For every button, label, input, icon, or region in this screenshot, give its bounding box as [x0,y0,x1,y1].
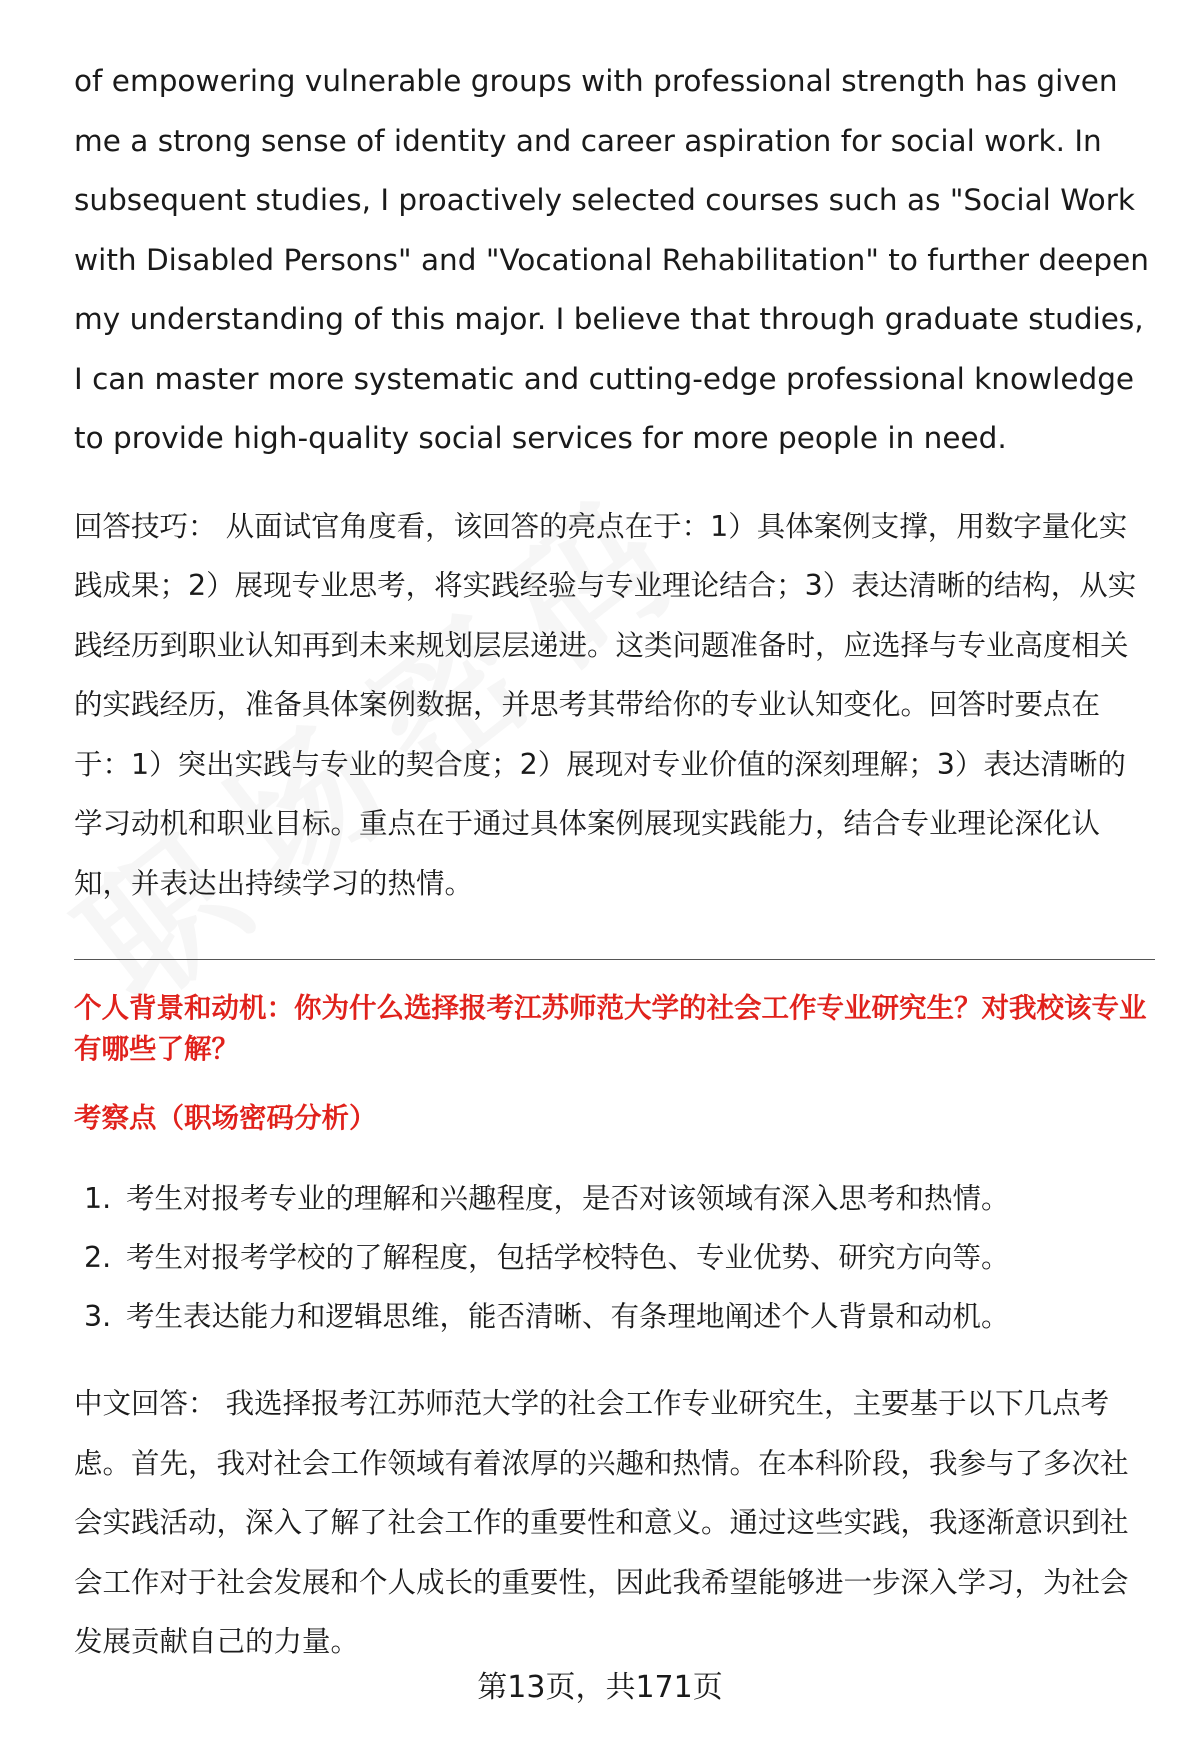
document-content [74,52,1154,1672]
list-item-number: 2. [84,1241,112,1274]
list-item-number: 3. [84,1300,112,1333]
list-item-number: 1. [84,1182,112,1215]
list-item-text: 考生对报考学校的了解程度，包括学校特色、专业优势、研究方向等。 [126,1241,1010,1274]
assessment-points-list [74,1169,1154,1346]
list-item-text: 考生对报考专业的理解和兴趣程度，是否对该领域有深入思考和热情。 [126,1182,1010,1215]
tip-label: 回答技巧： [74,509,217,543]
chinese-answer-paragraph [74,1374,1154,1672]
tip-text: 从面试官角度看，该回答的亮点在于：1）具体案例支撑，用数字量化实践成果；2）展现专业思考，将实践经验与专业理论结合；3）表达清晰的结构，从实践经历到职业认知再到未来规划层层递进。这类问题准备时，应选择与专业高度相关的实践经历，准备具体案例数据，并思考其带给你的专业认知变化。回答时要点在于：1）突出实践与专业的契合度；2）展现对专业价值的深刻理解；3）表达清晰的学习动机和职业目标。重点在于通过具体案例展现实践能力，结合专业理论深化认知，并表达出持续学习的热情。 [74,509,1137,900]
answer-text: 我选择报考江苏师范大学的社会工作专业研究生，主要基于以下几点考虑。首先，我对社会工作领域有着浓厚的兴趣和热情。在本科阶段，我参与了多次社会实践活动，深入了解了社会工作的重要性和意义。通过这些实践，我逐渐意识到社会工作对于社会发展和个人成长的重要性，因此我希望能够进一步深入学习，为社会发展贡献自己的力量。 [74,1387,1129,1658]
section-divider [74,959,1155,960]
list-item-text: 考生表达能力和逻辑思维，能否清晰、有条理地阐述个人背景和动机。 [126,1300,1010,1333]
assessment-points-title: 考察点（职场密码分析） [74,1102,377,1134]
english-answer-paragraph: of empowering vulnerable groups with professional strength has given me a strong sense of identity and career aspiration for social work. In subsequent studies, I proactively selected courses such as "Social Work with Disabled Persons" and "Vocational Rehabilitation" to further deepen my understanding of this major. I believe that through graduate studies, I can master more systematic and cutting-edge professional knowledge to provide high-quality social services for more people in need. [74,64,1150,455]
question-heading: 个人背景和动机：你为什么选择报考江苏师范大学的社会工作专业研究生？对我校该专业有哪些了解？ [74,992,1147,1065]
list-item [74,1169,1154,1228]
list-item [74,1287,1154,1346]
answer-label: 中文回答： [74,1387,217,1420]
page-number: 第13页，共171页 [477,1670,723,1705]
list-item [74,1228,1154,1287]
answer-tip-paragraph [74,497,1154,914]
